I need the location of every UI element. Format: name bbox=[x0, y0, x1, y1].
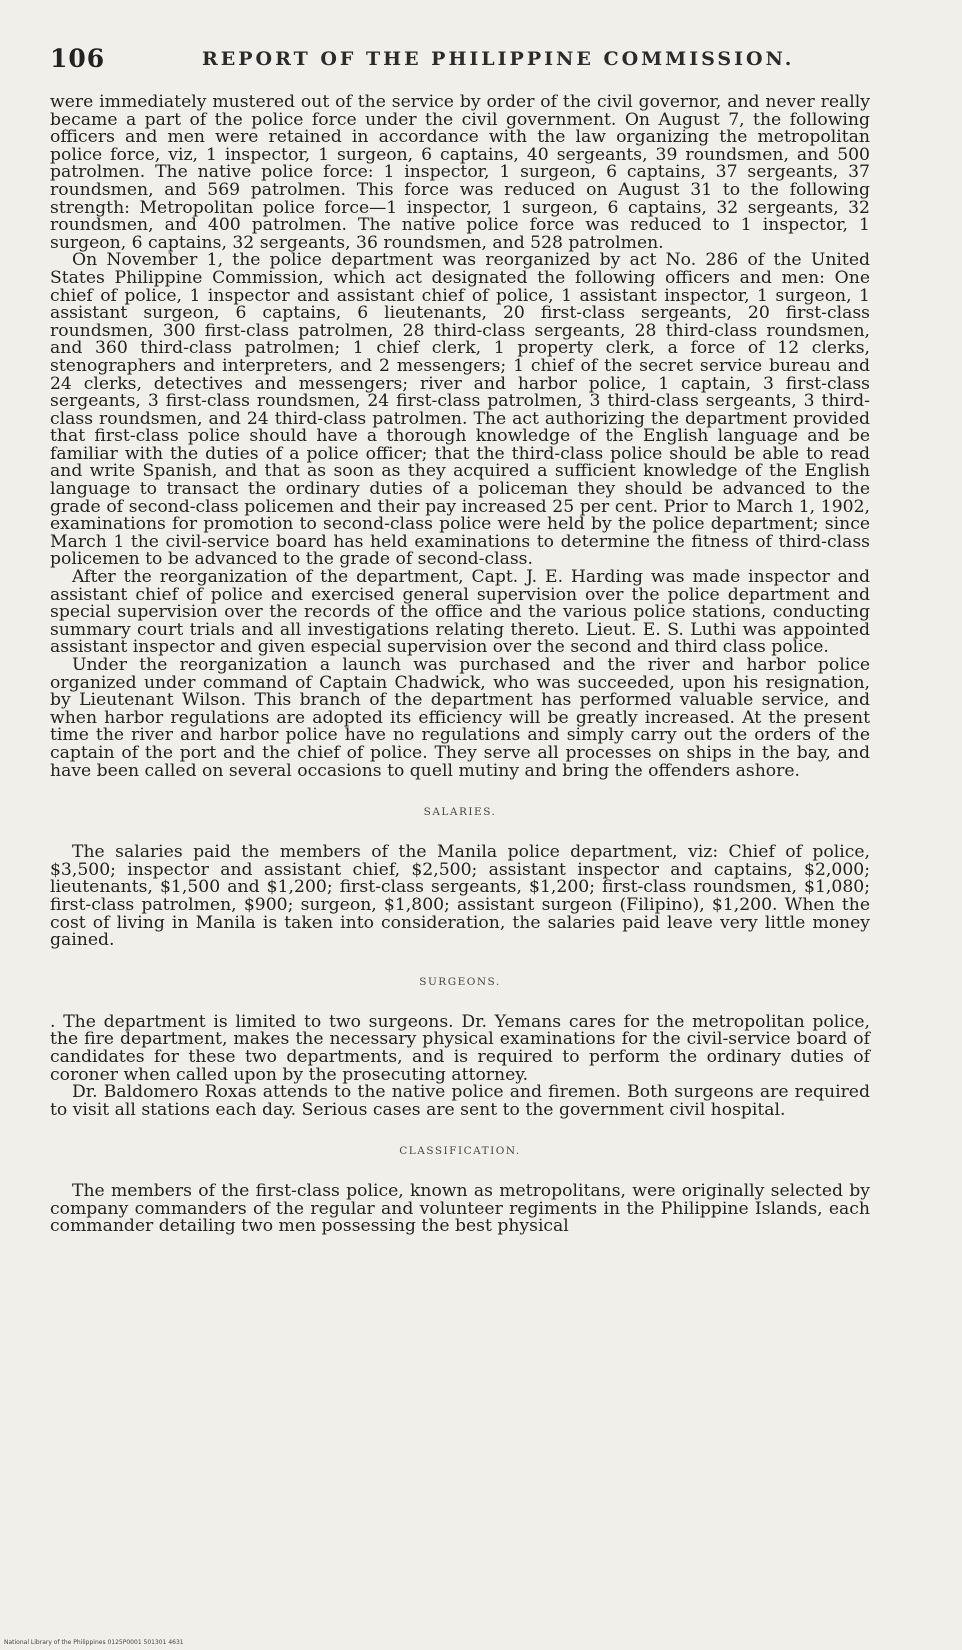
section-heading-classification: CLASSIFICATION. bbox=[399, 1145, 521, 1158]
paragraph-classification: The members of the first-class police, known as metropolitans, were originally selected by company commanders of the regular and volunteer regiments in the Philippine Islands, each commander detailing two men possessing the best physical bbox=[50, 1181, 870, 1237]
paragraph: were immediately mustered out of the service by order of the civil governor, and never really became a part of the police force under the civil government. On August 7, the following officers and men were retained in accordance with the law organizing the metropolitan police force, viz, 1 inspector, 1 surgeon, 6 captains, 40 sergeants, 39 roundsmen, and 500 patrolmen. The native police force: 1 inspector, 1 surgeon, 6 captains, 37 sergeants, 37 roundsmen, and 569 patrolmen. This force was reduced on August 31 to the following strength: Metropolitan police force—1 inspector, 1 surgeon, 6 captains, 32 sergeants, 32 roundsmen, and 400 patrolmen. The native police force was reduced to 1 inspector, 1 surgeon, 6 captains, 32 sergeants, 36 roundsmen, and 528 patrolmen. bbox=[50, 92, 870, 253]
paragraph-salaries: The salaries paid the members of the Manila police department, viz: Chief of police, $3,500; inspector and assistant chief, $2,500; assistant inspector and captains, $2,000; lieutenants, $1,500 and $1,200; first-class sergeants, $1,200; first-class roundsmen, $1,080; first-class patrolmen, $900; surgeon, $1,800; assistant surgeon (Filipino), $1,200. When the cost of living in Manila is taken into consideration, the salaries paid leave very little money gained. bbox=[50, 842, 870, 951]
running-title: REPORT OF THE PHILIPPINE COMMISSION. bbox=[202, 48, 795, 70]
paragraph: Under the reorganization a launch was purchased and the river and harbor police organized under command of Captain Chadwick, who was succeeded, upon his resignation, by Lieutenant Wilson. This branch of the department has performed valuable service, and when harbor regulations are adopted its efficiency will be greatly increased. At the present time the river and harbor police have no regulations and simply carry out the orders of the captain of the port and the chief of police. They serve all processes on ships in the bay, and have been called on several occasions to quell mutiny and bring the offenders ashore. bbox=[50, 655, 870, 781]
paragraph: After the reorganization of the department, Capt. J. E. Harding was made inspector and assistant chief of police and exercised general supervision over the police department and special supervision over the records of the office and the various police stations, conducting summary court trials and all investigations relating thereto. Lieut. E. S. Luthi was appointed assistant inspector and given especial supervision over the second and third class police. bbox=[50, 567, 870, 658]
paragraph-surgeons-2: Dr. Baldomero Roxas attends to the native police and firemen. Both surgeons are required to visit all stations each day. Serious cases are sent to the government civil hospital. bbox=[50, 1082, 870, 1120]
paragraph-surgeons: . The department is limited to two surgeons. Dr. Yemans cares for the metropolitan police, the fire department, makes the necessary physical examinations for the civil-service board of candidates for these two departments, and is required to perform the ordinary duties of coroner when called upon by the prosecuting attorney. bbox=[50, 1011, 870, 1085]
library-footer-note: National Library of the Philippines 0125P0001 501301 4631 bbox=[4, 1639, 184, 1646]
page-header bbox=[50, 44, 870, 84]
section-heading-surgeons: SURGEONS. bbox=[419, 975, 501, 988]
section-heading-salaries: SALARIES. bbox=[423, 806, 497, 819]
paragraph: On November 1, the police department was reorganized by act No. 286 of the United States Philippine Commission, which act designated the following officers and men: One chief of police, 1 inspector and assistant chief of police, 1 assistant inspector, 1 surgeon, 1 assistant surgeon, 6 captains, 6 lieutenants, 20 first-class sergeants, 20 first-class roundsmen, 300 first-class patrolmen, 28 third-class sergeants, 28 third-class roundsmen, and 360 third-class patrolmen; 1 chief clerk, 1 property clerk, a force of 12 clerks, stenographers and interpreters, and 2 messengers; 1 chief of the secret service bureau and 24 clerks, detectives and messengers; river and harbor police, 1 captain, 3 first-class sergeants, 3 first-class roundsmen, 24 first-class patrolmen, 3 third-class sergeants, 3 third-class roundsmen, and 24 third-class patrolmen. The act authorizing the department provided that first-class police should have a thorough knowledge of the English language and be familiar with the duties of a police officer; that the third-class police should be able to read and write Spanish, and that as soon as they acquired a sufficient knowledge of the English language to transact the ordinary duties of a policeman they should be advanced to the grade of second-class policemen and their pay increased 25 per cent. Prior to March 1, 1902, examinations for promotion to second-class police were held by the police department; since March 1 the civil-service board has held examinations to determine the fitness of third-class policemen to be advanced to the grade of second-class. bbox=[50, 250, 870, 570]
page-number: 106 bbox=[50, 44, 106, 73]
body-text bbox=[50, 94, 870, 1236]
